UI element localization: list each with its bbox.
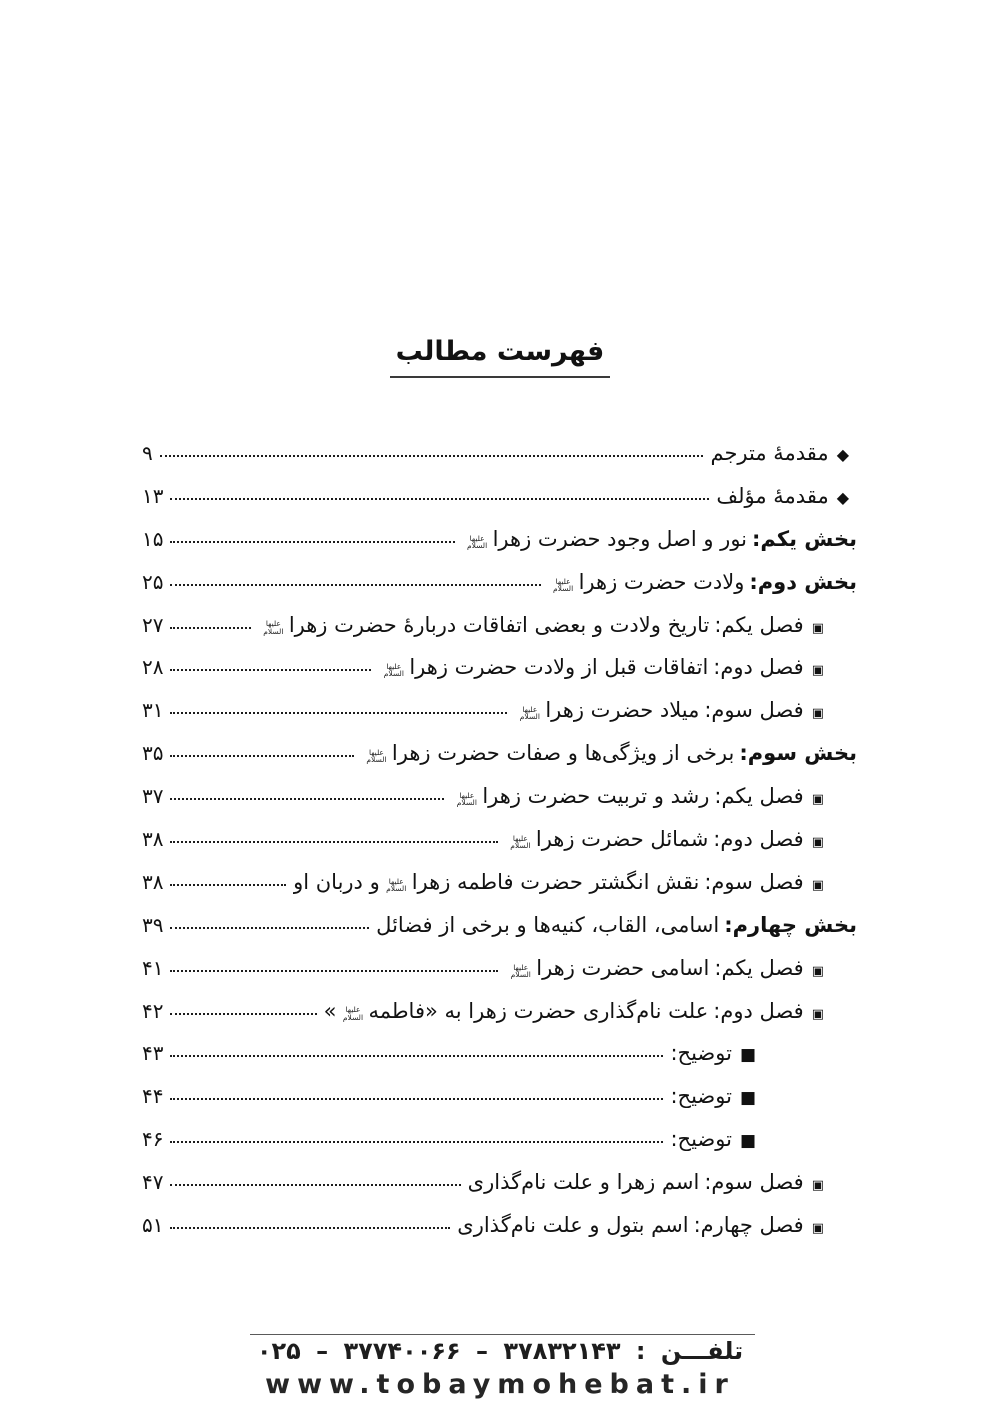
entry-title: اتفاقات قبل از ولادت حضرت زهرا <box>409 655 709 680</box>
entry-title-after: و دربان او <box>293 869 380 894</box>
entry-text <box>505 827 804 851</box>
honorific-mark: علیها السلام <box>383 662 404 679</box>
toc-entry <box>142 570 857 613</box>
diamond-bullet-icon: ◆ <box>836 487 849 507</box>
dot-leader <box>170 1227 450 1229</box>
dot-leader <box>170 1013 316 1015</box>
entry-title: رشد و تربیت حضرت زهرا <box>482 784 710 809</box>
honorific-mark: علیها السلام <box>519 705 540 722</box>
diamond-bullet-icon: ◆ <box>836 445 849 464</box>
page-number: ۴۱ <box>142 955 164 980</box>
entry-title: علت نام‌گذاری حضرت زهرا به «فاطمه <box>368 998 709 1023</box>
dot-leader <box>170 627 250 629</box>
page-number: ۳۸ <box>142 869 164 894</box>
entry-title: توضیح: <box>670 1084 732 1109</box>
page-number: ۳۹ <box>142 912 164 937</box>
page-title <box>0 336 1000 378</box>
entry-label: فصل دوم: <box>713 827 804 852</box>
toc-entry <box>142 1041 857 1084</box>
entry-text <box>548 570 857 594</box>
entry-label: فصل سوم: <box>704 869 804 894</box>
toc-entry <box>142 956 857 999</box>
dot-leader <box>170 755 353 757</box>
toc-entry <box>142 1127 857 1170</box>
honorific-mark: علیها السلام <box>510 833 531 851</box>
page-number: ۱۵ <box>142 526 164 551</box>
entry-text <box>361 741 857 765</box>
entry-text <box>710 441 828 465</box>
toc-entry <box>142 827 857 870</box>
entry-title: مقدمهٔ مؤلف <box>716 483 829 508</box>
filled-square-bullet-icon: ■ <box>739 1088 756 1109</box>
entry-text <box>376 913 857 937</box>
toc-entry <box>142 441 857 484</box>
toc-entry <box>142 784 857 827</box>
entry-label: فصل یکم: <box>714 955 804 980</box>
entry-title: برخی از ویژگی‌ها و صفات حضرت زهرا <box>391 741 735 766</box>
entry-title: نور و اصل وجود حضرت زهرا <box>492 526 748 551</box>
entry-label: بخش یکم: <box>752 526 857 551</box>
website-url: www.tobaymohebat.ir <box>265 1369 735 1400</box>
footer-divider <box>250 1334 755 1335</box>
honorific-mark: علیها السلام <box>456 791 477 808</box>
entry-title: ولادت حضرت زهرا <box>578 569 745 594</box>
page-title-text: فهرست مطالب <box>390 336 611 378</box>
dot-leader <box>170 1141 663 1143</box>
filled-square-bullet-icon: ■ <box>739 1045 756 1066</box>
page-number: ۴۴ <box>142 1084 164 1109</box>
entry-label: فصل یکم: <box>714 612 804 637</box>
dot-leader <box>170 498 709 500</box>
page-number: ۳۱ <box>142 698 164 723</box>
dot-leader <box>160 455 704 457</box>
dot-leader <box>170 584 540 586</box>
page-number: ۲۸ <box>142 655 164 680</box>
page-number: ۵۱ <box>142 1213 164 1238</box>
entry-text <box>457 1213 803 1237</box>
entry-title: توضیح: <box>670 1041 732 1066</box>
toc-entry <box>142 655 857 698</box>
page-number: ۴۳ <box>142 1041 164 1066</box>
dot-leader <box>170 1098 663 1100</box>
dot-leader <box>170 1055 663 1057</box>
dot-leader <box>170 1184 460 1186</box>
page-number: ۲۷ <box>142 612 164 637</box>
dot-leader <box>170 669 371 671</box>
honorific-mark: علیها السلام <box>466 533 488 550</box>
dot-leader <box>170 970 498 972</box>
entry-title: اسامی، القاب، کنیه‌ها و برخی از فضائل <box>376 912 720 937</box>
entry-text <box>716 484 828 508</box>
entry-title: شمائل حضرت زهرا <box>535 827 709 852</box>
honorific-mark: علیها السلام <box>510 962 531 979</box>
entry-title: توضیح: <box>670 1127 732 1152</box>
entry-text <box>462 527 857 551</box>
dot-leader <box>170 927 369 929</box>
dot-leader <box>170 798 444 800</box>
entry-text <box>670 1084 732 1108</box>
square-dot-bullet-icon: ▣ <box>811 663 824 679</box>
toc-entry <box>142 870 857 913</box>
entry-title: تاریخ ولادت و بعضی اتفاقات دربارهٔ حضرت زهرا <box>288 612 710 637</box>
entry-title: میلاد حضرت زهرا <box>545 698 700 723</box>
square-dot-bullet-icon: ▣ <box>811 835 824 851</box>
entry-label: فصل دوم: <box>713 655 804 680</box>
entry-text <box>670 1041 732 1065</box>
entry-text <box>258 613 804 637</box>
entry-text <box>324 999 804 1023</box>
square-dot-bullet-icon: ▣ <box>811 620 824 636</box>
page-number: ۴۷ <box>142 1170 164 1195</box>
dot-leader <box>170 841 497 843</box>
entry-text <box>293 870 804 894</box>
entry-text <box>670 1127 732 1151</box>
filled-square-bullet-icon: ■ <box>739 1131 756 1152</box>
toc-entry <box>142 1084 857 1127</box>
toc-entry <box>142 741 857 784</box>
square-dot-bullet-icon: ▣ <box>811 877 824 893</box>
entry-label: فصل یکم: <box>714 784 804 809</box>
entry-label: بخش چهارم: <box>724 912 857 937</box>
toc-entry <box>142 999 857 1042</box>
entry-title: اسم بتول و علت نام‌گذاری <box>457 1213 689 1238</box>
toc-entry <box>142 913 857 956</box>
square-dot-bullet-icon: ▣ <box>811 1178 824 1194</box>
entry-title: نقش انگشتر حضرت فاطمه زهرا <box>411 869 700 894</box>
square-dot-bullet-icon: ▣ <box>811 1221 824 1237</box>
entry-text <box>505 956 803 980</box>
entry-title: مقدمهٔ مترجم <box>710 441 829 465</box>
page-number: ۳۸ <box>142 827 164 852</box>
page-number: ۴۶ <box>142 1127 164 1152</box>
page-number: ۱۳ <box>142 483 164 508</box>
entry-label: بخش سوم: <box>739 741 857 766</box>
honorific-mark: علیها السلام <box>552 576 574 593</box>
dot-leader <box>170 541 454 543</box>
entry-label: فصل چهارم: <box>693 1213 804 1238</box>
page-number: ۴۲ <box>142 998 164 1023</box>
honorific-mark: علیها السلام <box>386 876 407 893</box>
entry-label: بخش دوم: <box>749 569 857 594</box>
entry-text <box>451 784 803 808</box>
entry-label: فصل سوم: <box>704 698 804 723</box>
entry-label: فصل دوم: <box>713 998 804 1023</box>
table-of-contents <box>142 441 857 1256</box>
toc-entry <box>142 698 857 741</box>
entry-title-after: » <box>323 998 337 1023</box>
toc-entry <box>142 484 857 527</box>
square-dot-bullet-icon: ▣ <box>811 792 824 808</box>
entry-label: فصل سوم: <box>704 1170 804 1195</box>
page-number: ۳۵ <box>142 741 164 766</box>
dot-leader <box>170 884 286 886</box>
entry-text <box>378 655 803 679</box>
toc-entry <box>142 527 857 570</box>
entry-text <box>468 1170 804 1194</box>
dot-leader <box>170 712 507 714</box>
page-number: ۹ <box>142 441 153 465</box>
square-dot-bullet-icon: ▣ <box>811 963 824 979</box>
honorific-mark: علیها السلام <box>263 619 284 636</box>
square-dot-bullet-icon: ▣ <box>811 706 824 722</box>
page-number: ۳۷ <box>142 784 164 809</box>
entry-text <box>514 698 803 722</box>
square-dot-bullet-icon: ▣ <box>811 1006 824 1022</box>
toc-entry <box>142 1213 857 1256</box>
honorific-mark: علیها السلام <box>342 1005 364 1022</box>
entry-title: اسامی حضرت زهرا <box>536 955 710 980</box>
phone-line: تلفـــن : ۳۷۸۳۲۱۴۳ – ۳۷۷۴۰۰۶۶ – ۰۲۵ <box>256 1337 744 1365</box>
entry-title: اسم زهرا و علت نام‌گذاری <box>467 1170 700 1195</box>
honorific-mark: علیها السلام <box>366 748 387 765</box>
page-number: ۲۵ <box>142 569 164 594</box>
toc-entry <box>142 613 857 656</box>
toc-entry <box>142 1170 857 1213</box>
